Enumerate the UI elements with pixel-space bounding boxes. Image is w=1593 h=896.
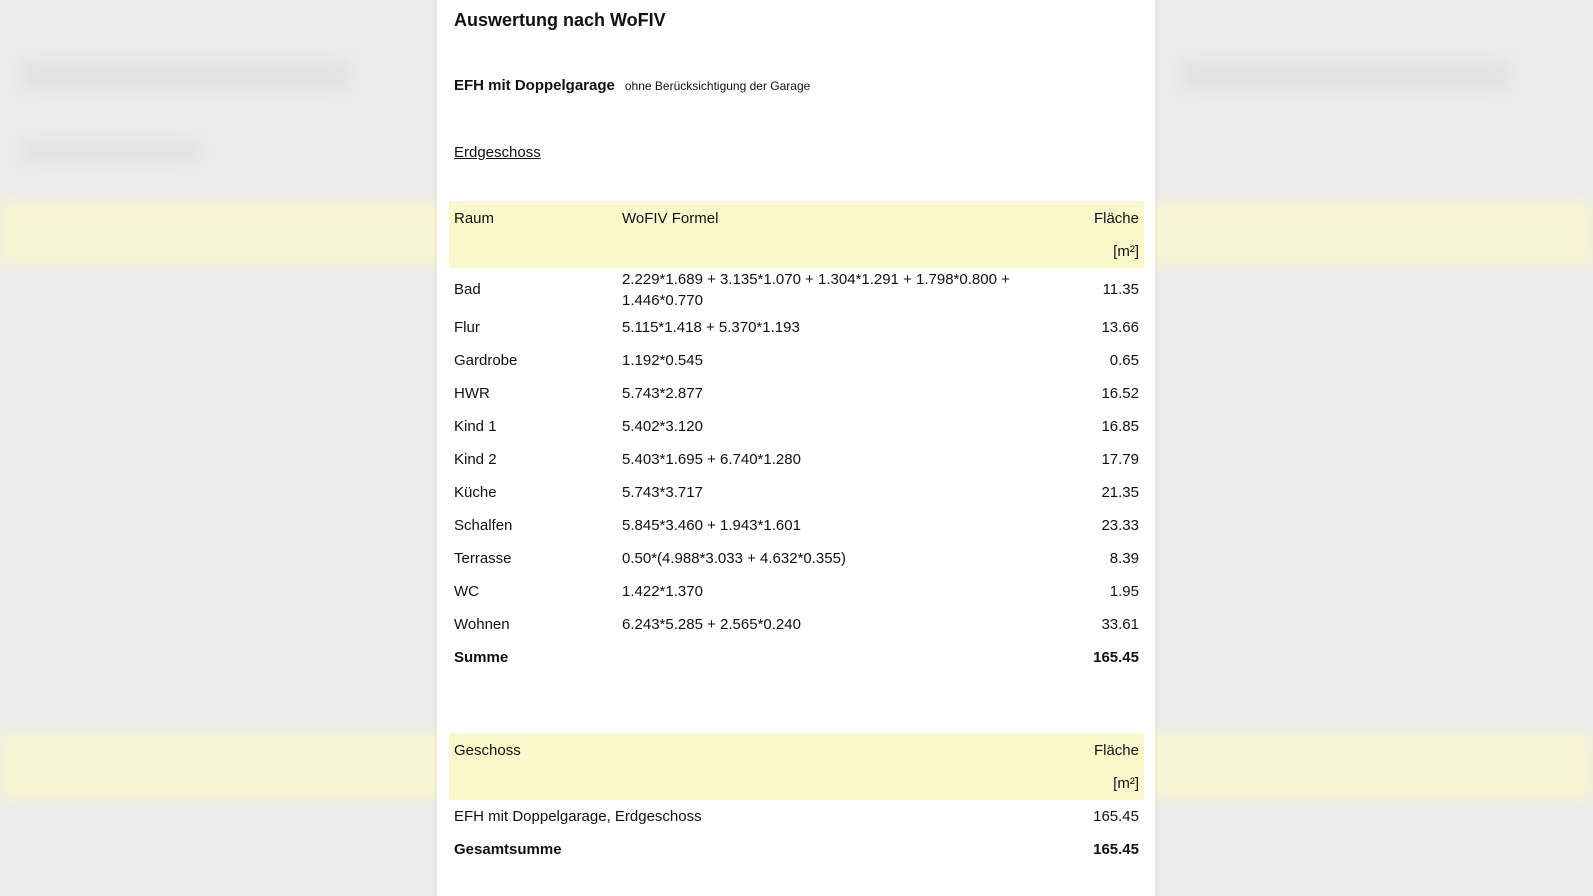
floor-name: EFH mit Doppelgarage, Erdgeschoss xyxy=(454,808,702,825)
header-formula: WoFIV Formel xyxy=(617,201,1064,235)
room-name: Wohnen xyxy=(454,616,510,633)
background-blur xyxy=(20,60,350,90)
object-name: EFH mit Doppelgarage xyxy=(454,77,615,94)
table-row xyxy=(449,509,1144,542)
rooms-table-unit-row xyxy=(449,235,1144,268)
room-formula: 5.743*2.877 xyxy=(622,385,703,402)
room-area: 21.35 xyxy=(1101,484,1139,501)
room-name: Gardrobe xyxy=(454,352,518,369)
document-page xyxy=(437,0,1155,896)
total-label: Gesamtsumme xyxy=(454,841,562,858)
room-formula: 1.192*0.545 xyxy=(622,352,703,369)
header-spacer xyxy=(449,235,617,268)
room-name: Terrasse xyxy=(454,550,512,567)
background-blur xyxy=(20,140,200,162)
floors-table-unit-row xyxy=(449,767,1144,800)
header-room: Raum xyxy=(449,201,617,235)
room-name: Küche xyxy=(454,484,497,501)
table-row xyxy=(449,443,1144,476)
total-row xyxy=(449,833,1144,866)
room-area: 23.33 xyxy=(1101,517,1139,534)
room-name: Bad xyxy=(454,281,481,298)
sum-area: 165.45 xyxy=(1093,649,1139,666)
table-row xyxy=(449,377,1144,410)
floors-table-header xyxy=(449,733,1144,767)
room-formula: 2.229*1.689 + 3.135*1.070 + 1.304*1.291 + 1.798*0.800 + 1.446*0.770 xyxy=(622,270,1010,309)
table-row xyxy=(449,542,1144,575)
header-spacer xyxy=(617,235,1064,268)
rooms-table xyxy=(449,201,1144,674)
room-formula: 5.115*1.418 + 5.370*1.193 xyxy=(622,319,800,336)
room-name: Schalfen xyxy=(454,517,513,534)
total-area: 165.45 xyxy=(1093,841,1139,858)
header-unit: [m²] xyxy=(1064,767,1144,800)
table-row xyxy=(449,800,1144,833)
object-heading xyxy=(454,77,810,94)
room-formula: 5.402*3.120 xyxy=(622,418,703,435)
room-name: Flur xyxy=(454,319,480,336)
table-row xyxy=(449,608,1144,641)
table-row xyxy=(449,311,1144,344)
room-formula: 5.743*3.717 xyxy=(622,484,703,501)
header-spacer xyxy=(449,767,1064,800)
room-name: HWR xyxy=(454,385,490,402)
room-area: 16.85 xyxy=(1101,418,1139,435)
header-floor: Geschoss xyxy=(449,733,1064,767)
sum-label: Summe xyxy=(454,649,509,666)
room-name: WC xyxy=(454,583,479,600)
room-area: 13.66 xyxy=(1101,319,1139,336)
room-area: 16.52 xyxy=(1101,385,1139,402)
room-formula: 6.243*5.285 + 2.565*0.240 xyxy=(622,616,801,633)
room-name: Kind 2 xyxy=(454,451,497,468)
page-title: Auswertung nach WoFIV xyxy=(454,10,666,30)
room-area: 8.39 xyxy=(1109,550,1139,567)
room-formula: 1.422*1.370 xyxy=(622,583,703,600)
table-row xyxy=(449,344,1144,377)
room-area: 0.65 xyxy=(1109,352,1139,369)
room-formula: 5.403*1.695 + 6.740*1.280 xyxy=(622,451,801,468)
floors-table xyxy=(449,733,1144,866)
room-area: 33.61 xyxy=(1101,616,1139,633)
table-row xyxy=(449,476,1144,509)
room-area: 17.79 xyxy=(1101,451,1139,468)
room-area: 11.35 xyxy=(1102,281,1139,298)
table-row xyxy=(449,268,1144,311)
header-unit: [m²] xyxy=(1064,235,1144,268)
table-row xyxy=(449,575,1144,608)
room-area: 1.95 xyxy=(1109,583,1139,600)
background-blur xyxy=(1180,60,1510,90)
room-formula: 5.845*3.460 + 1.943*1.601 xyxy=(622,517,801,534)
object-note: ohne Berücksichtigung der Garage xyxy=(624,79,811,93)
rooms-table-header xyxy=(449,201,1144,235)
room-name: Kind 1 xyxy=(454,418,497,435)
floor-heading: Erdgeschoss xyxy=(454,144,541,161)
floor-area: 165.45 xyxy=(1093,808,1139,825)
header-area: Fläche xyxy=(1064,201,1144,235)
room-formula: 0.50*(4.988*3.033 + 4.632*0.355) xyxy=(622,550,846,567)
table-row xyxy=(449,410,1144,443)
header-area: Fläche xyxy=(1064,733,1144,767)
sum-row xyxy=(449,641,1144,674)
sum-spacer xyxy=(617,641,1064,674)
